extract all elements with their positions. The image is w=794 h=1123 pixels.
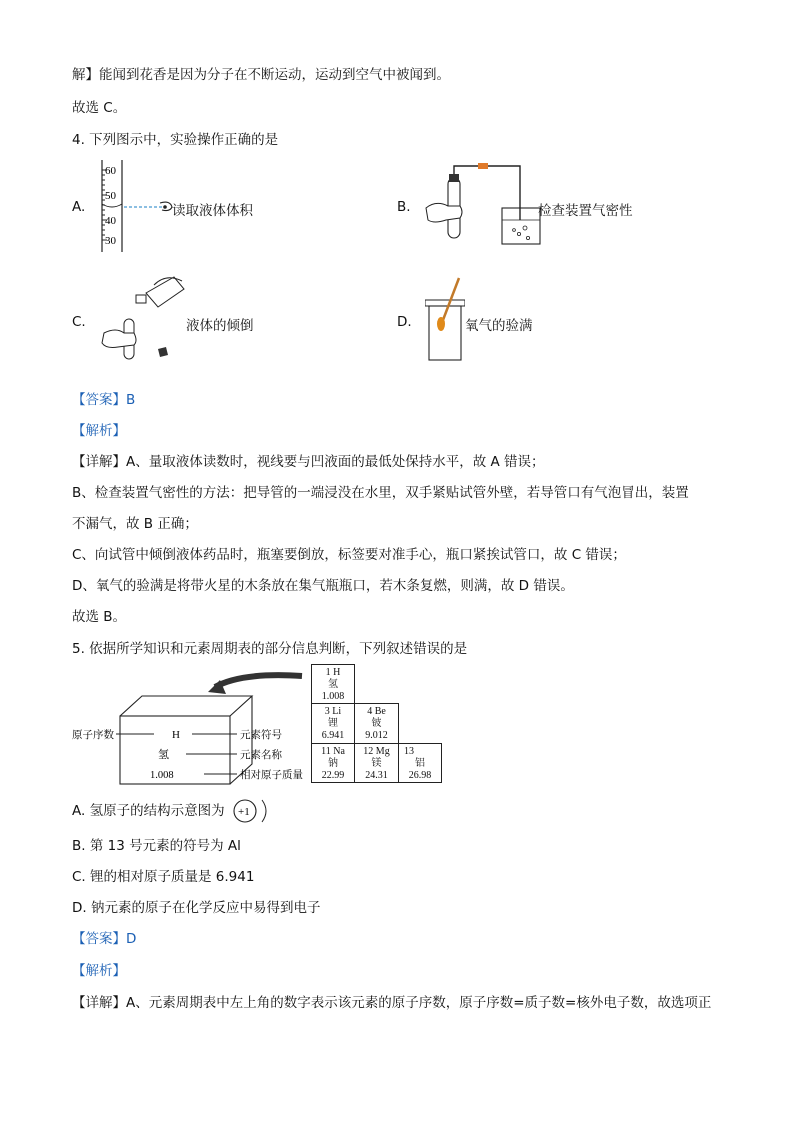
- pt-name: 氢: [328, 679, 338, 690]
- pt-name: 铍: [371, 718, 382, 729]
- liquid-pouring-figure: [96, 263, 191, 363]
- option-c-text: 液体的倾倒: [186, 318, 254, 334]
- pt-cell-li: [311, 703, 355, 744]
- pt-cell-na: [311, 743, 355, 783]
- label-atomic-number: 原子序数: [72, 730, 114, 741]
- tick-label: 50: [105, 190, 116, 202]
- detail-4-c: C、向试管中倾倒液体药品时，瓶塞要倒放，标签要对准手心，瓶口紧挨试管口，故 C 错误；: [72, 547, 626, 563]
- pt-name: 铝: [415, 758, 425, 769]
- pt-cell-mg: [354, 743, 399, 783]
- option-5-c: C. 锂的相对原子质量是 6.941: [72, 869, 255, 885]
- pt-number-symbol: 13: [404, 746, 414, 757]
- pt-name: 锂: [328, 718, 338, 729]
- pt-number-symbol: 3 Li: [324, 706, 342, 717]
- option-d-text: 氧气的验满: [465, 318, 533, 334]
- option-a-text: 读取液体体积: [172, 203, 253, 219]
- option-b-label: B.: [397, 199, 411, 215]
- oxygen-test-figure: [425, 276, 465, 362]
- answer-4: 【答案】B: [72, 392, 136, 408]
- cube-name: 氢: [158, 749, 169, 761]
- detail-4-a: 【详解】A、量取液体读数时，视线要与凹液面的最低处保持水平，故 A 错误；: [72, 454, 545, 470]
- detail-5: 【详解】A、元素周期表中左上角的数字表示该元素的原子序数，原子序数=质子数=核外电子数，故选项正: [72, 995, 712, 1011]
- airtightness-figure: [420, 158, 542, 250]
- pt-number-symbol: 12 Mg: [363, 746, 390, 757]
- graduated-cylinder-figure: [92, 158, 182, 254]
- cube-mass: 1.008: [150, 770, 174, 781]
- pt-mass: 9.012: [365, 730, 388, 741]
- text-line: 解】能闻到花香是因为分子在不断运动，运动到空气中被闻到。: [72, 67, 450, 83]
- pt-name: 镁: [371, 758, 382, 769]
- option-d-label: D.: [397, 314, 412, 330]
- answer-5: 【答案】D: [72, 931, 137, 947]
- label-symbol: 元素符号: [240, 730, 282, 741]
- nucleus-charge: +1: [238, 806, 250, 818]
- question-5: 5. 依据所学知识和元素周期表的部分信息判断，下列叙述错误的是: [72, 641, 468, 657]
- label-name: 元素名称: [240, 750, 282, 761]
- pt-number-symbol: 4 Be: [367, 706, 386, 717]
- detail-4-b-cont: 不漏气，故 B 正确；: [72, 516, 198, 532]
- option-5-a: A. 氢原子的结构示意图为: [72, 803, 225, 819]
- option-5-d: D. 钠元素的原子在化学反应中易得到电子: [72, 900, 321, 916]
- detail-4-d: D、氧气的验满是将带火星的木条放在集气瓶瓶口，若木条复燃，则满，故 D 错误。: [72, 578, 574, 594]
- pt-name: 钠: [328, 758, 338, 769]
- pt-cell-h: [311, 664, 355, 704]
- pt-mass: 22.99: [321, 770, 345, 781]
- tick-label: 60: [105, 165, 116, 177]
- cube-symbol: H: [172, 729, 180, 741]
- option-5-b: B. 第 13 号元素的符号为 Al: [72, 838, 241, 854]
- hydrogen-atom-diagram: [232, 797, 272, 825]
- pt-mass: 24.31: [365, 770, 388, 781]
- option-c-label: C.: [72, 314, 86, 330]
- pt-cell-be: [354, 703, 399, 744]
- pt-mass: 6.941: [321, 730, 345, 741]
- tick-label: 30: [105, 235, 116, 247]
- option-b-text: 检查装置气密性: [538, 203, 633, 219]
- element-cube-figure: [72, 672, 312, 788]
- pt-mass: 1.008: [321, 691, 345, 702]
- label-mass: 相对原子质量: [240, 770, 303, 781]
- pt-cell-al: [398, 743, 442, 783]
- tick-label: 40: [105, 215, 116, 227]
- choose-4: 故选 B。: [72, 609, 127, 625]
- pt-mass: 26.98: [408, 770, 432, 781]
- option-a-label: A.: [72, 199, 86, 215]
- pt-number-symbol: 1 H: [325, 667, 341, 678]
- text-line: 故选 C。: [72, 100, 127, 116]
- detail-4-b: B、检查装置气密性的方法：把导管的一端浸没在水里，双手紧贴试管外壁，若导管口有气泡冒出，装置: [72, 485, 689, 501]
- question-4: 4. 下列图示中，实验操作正确的是: [72, 132, 279, 148]
- analysis-5: 【解析】: [72, 963, 126, 979]
- pt-number-symbol: 11 Na: [321, 746, 345, 757]
- analysis-4: 【解析】: [72, 423, 126, 439]
